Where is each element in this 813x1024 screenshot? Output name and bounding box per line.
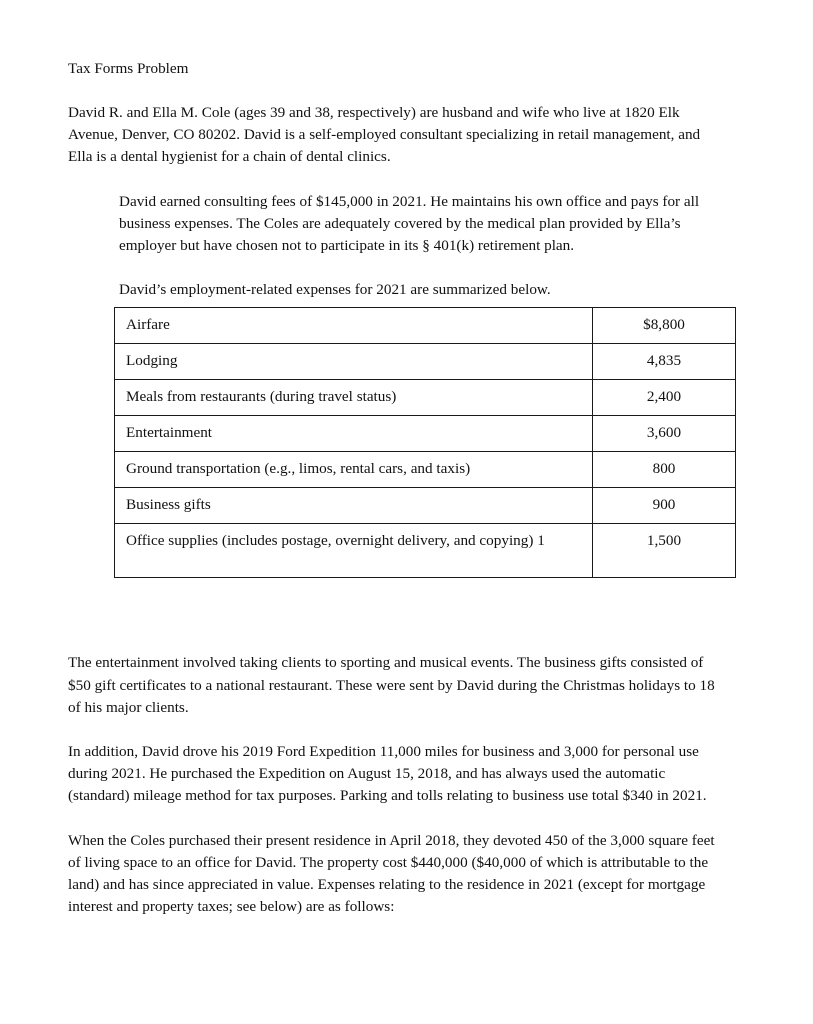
expense-amount: 800 [593, 452, 736, 488]
document-body [68, 58, 722, 918]
expense-table-container [114, 307, 722, 578]
table-row [115, 488, 736, 524]
intro-paragraph: David R. and Ella M. Cole (ages 39 and 38, respectively) are husband and wife who live at 1820 Elk Avenue, Denver, CO 80202. David is a self-employed consultant specializing in retail management, and Ella is a dental hygienist for a chain of dental clinics. [68, 104, 701, 166]
vehicle-paragraph: In addition, David drove his 2019 Ford Expedition 11,000 miles for business and 3,000 for personal use during 2021. He purchased the Expedition on August 15, 2018, and has always used the automatic (standard) mileage method for tax purposes. Parking and tolls relating to business use total $340 in 2021. [68, 743, 707, 805]
expense-label: Lodging [115, 344, 593, 380]
expense-amount: 900 [593, 488, 736, 524]
table-row [115, 380, 736, 416]
table-spacer [68, 578, 722, 630]
expense-amount: 2,400 [593, 380, 736, 416]
expense-label: Airfare [115, 308, 593, 344]
entertainment-paragraph: The entertainment involved taking clients to sporting and musical events. The business gifts consisted of $50 gift certificates to a national restaurant. These were sent by David during the Christmas holidays to 18 of his major clients. [68, 654, 715, 716]
expense-label: Business gifts [115, 488, 593, 524]
expense-label: Office supplies (includes postage, overnight delivery, and copying) 1 [115, 524, 593, 578]
table-row [115, 344, 736, 380]
table-row [115, 452, 736, 488]
indented-section [119, 191, 722, 302]
expense-table-body [115, 308, 736, 578]
expense-amount: $8,800 [593, 308, 736, 344]
expense-table-caption: David’s employment-related expenses for 2021 are summarized below. [119, 281, 551, 299]
closing-section [68, 652, 722, 918]
expense-amount: 3,600 [593, 416, 736, 452]
table-row [115, 308, 736, 344]
page-title: Tax Forms Problem [68, 60, 189, 77]
expense-label: Ground transportation (e.g., limos, rental cars, and taxis) [115, 452, 593, 488]
expense-amount: 1,500 [593, 524, 736, 578]
residence-paragraph: When the Coles purchased their present residence in April 2018, they devoted 450 of the 3,000 square feet of living space to an office for David. The property cost $440,000 ($40,000 of which is attributable to the land) and has since appreciated in value. Expenses relating to the residence in 2021 (except for mortgage interest and property taxes; see below) are as follows: [68, 831, 715, 916]
table-row [115, 524, 736, 578]
consulting-fees-paragraph: David earned consulting fees of $145,000 in 2021. He maintains his own office and pays for all business expenses. The Coles are adequately covered by the medical plan provided by Ella’s employer but have chosen not to participate in its § 401(k) retirement plan. [119, 192, 700, 255]
expense-label: Meals from restaurants (during travel status) [115, 380, 593, 416]
table-row [115, 416, 736, 452]
expense-amount: 4,835 [593, 344, 736, 380]
expense-label: Entertainment [115, 416, 593, 452]
expense-table [114, 307, 736, 578]
